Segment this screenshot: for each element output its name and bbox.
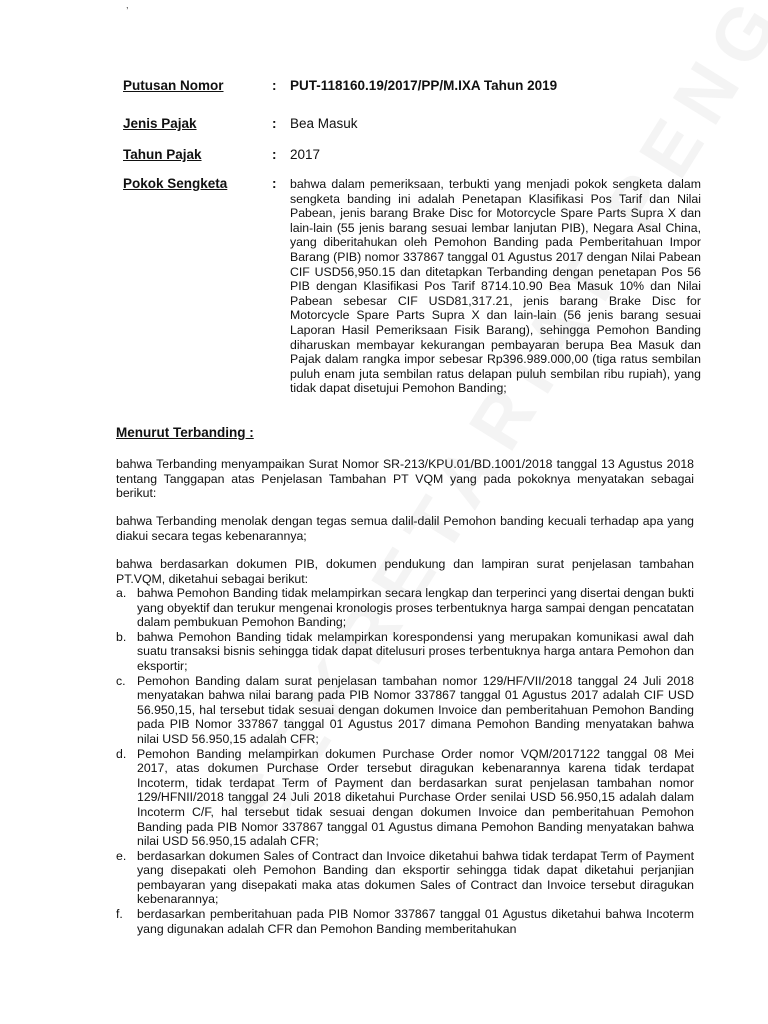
list-item-text: bahwa Pemohon Banding tidak melampirkan secara lengkap dan terperinci yang disertai dengan bukti yang obyektif dan terukur mengenai kronologis proses terbentuknya harga sampai dengan pencatatan dalam pembukuan Pemohon Banding;: [137, 586, 694, 630]
pokok-label: Pokok Sengketa: [123, 176, 228, 191]
pokok-sengketa-text: bahwa dalam pemeriksaan, terbukti yang menjadi pokok sengketa dalam sengketa banding ini adalah Penetapan Klasifikasi Pos Tarif dan Nilai Pabean, jenis barang Brake Disc for Motorcycle Spare Parts Supra X dan lain-lain (55 jenis barang sesuai lembar lanjutan PIB), Negara Asal China, yang diberitahukan oleh Pemohon Banding pada Pemberitahuan Impor Barang (PIB) nomor 337867 tanggal 01 Agustus 2017 dengan Nilai Pabean CIF USD56,950.15 dan ditetapkan Terbanding dengan penetapan Pos 56 PIB dengan Klasifikasi Pos Tarif 8714.10.90 Bea Masuk 10% dan Nilai Pabean sebesar CIF USD81,317.21, jenis barang Brake Disc for Motorcycle Spare Parts Supra X dan lain-lain (56 jenis barang sesuai Laporan Hasil Pemeriksaan Fisik Barang), sehingga Pemohon Banding diharuskan membayar kekurangan pembayaran berupa Bea Masuk dan Pajak dalam rangka impor sebesar Rp396.989.000,00 (tiga ratus sembilan puluh enam juta sembilan ratus delapan puluh sembilan ribu rupiah), yang tidak dapat disetujui Pemohon Banding;: [290, 177, 701, 396]
list-item-label: c.: [116, 673, 126, 688]
paragraph-3: bahwa berdasarkan dokumen PIB, dokumen pendukung dan lampiran surat penjelasan tambahan PT.VQM, diketahui sebagai berikut:: [116, 557, 694, 586]
paragraph-2: bahwa Terbanding menolak dengan tegas semua dalil-dalil Pemohon banding kecuali terhadap apa yang diakui secara tegas kebenarannya;: [116, 514, 694, 543]
tahun-colon: :: [272, 147, 277, 162]
list-item: [116, 849, 694, 907]
list-item-text: Pemohon Banding melampirkan dokumen Purchase Order nomor VQM/2017122 tanggal 08 Mei 2017, atas dokumen Purchase Order tersebut diragukan kebenarannya karena tidak terdapat Incoterm, tidak terdapat Term of Payment dan berdasarkan surat penjelasan tambahan nomor 129/HFNII/2018 tanggal 24 Juli 2018 diketahui Purchase Order senilai USD 56.950,15 adalah dalam Incoterm C/F, hal tersebut tidak sesuai dengan dokumen Invoice dan pemberitahuan Pemohon Banding pada PIB Nomor 337867 tanggal 01 Agustus dimana Pemohon Banding menyatakan bahwa nilai USD 56.950,15 adalah CFR;: [137, 746, 694, 849]
list-item-label: e.: [116, 848, 127, 863]
list-item-label: f.: [116, 907, 123, 922]
list-item: [116, 907, 694, 936]
list-item-text: berdasarkan dokumen Sales of Contract dan Invoice diketahui bahwa tidak terdapat Term of Payment yang disepakati oleh Pemohon Banding dan eksportir sehingga tidak dapat diketahui perjanjian pembayaran yang disepakati maka atas dokumen Sales of Contract dan Invoice tersebut diragukan kebenarannya;: [137, 848, 694, 907]
putusan-colon: :: [272, 78, 277, 93]
list-item-text: berdasarkan pemberitahuan pada PIB Nomor 337867 tanggal 01 Agustus diketahui bahwa Incoterm yang digunakan adalah CFR dan Pemohon Banding memberitahukan: [137, 907, 694, 936]
list-item-label: a.: [116, 586, 127, 600]
list-item-label: d.: [116, 746, 127, 761]
list-item-text: Pemohon Banding dalam surat penjelasan tambahan nomor 129/HF/VII/2018 tanggal 24 Juli 2018 menyatakan bahwa nilai barang pada PIB Nomor 337867 tanggal 01 Agustus 2017 adalah CIF USD 56.950,15, hal tersebut tidak sesuai dengan dokumen Invoice dan pemberitahuan Pemohon Banding pada PIB Nomor 337867 tanggal 01 Agustus 2017 dimana Pemohon Banding menyatakan bahwa nilai USD 56.950,15 adalah CFR;: [137, 673, 694, 746]
section-title: Menurut Terbanding :: [116, 425, 254, 440]
findings-list: [116, 586, 694, 936]
list-item: [116, 630, 694, 674]
pokok-colon: :: [272, 176, 277, 191]
list-item-label: b.: [116, 629, 127, 644]
jenis-colon: :: [272, 116, 277, 131]
list-item: [116, 674, 694, 747]
jenis-value: Bea Masuk: [290, 116, 358, 131]
paragraph-1: bahwa Terbanding menyampaikan Surat Nomor SR-213/KPU.01/BD.1001/2018 tanggal 13 Agustus 2018 tentang Tanggapan atas Penjelasan Tambahan PT VQM yang pada pokoknya menyatakan sebagai berikut:: [116, 457, 694, 501]
jenis-label: Jenis Pajak: [123, 116, 197, 131]
scan-mark: ,: [126, 0, 129, 10]
list-item: [116, 747, 694, 849]
tahun-label: Tahun Pajak: [123, 147, 202, 162]
list-item: [116, 586, 694, 630]
list-item-text: bahwa Pemohon Banding tidak melampirkan korespondensi yang merupakan komunikasi awal dah suatu transaksi bisnis sehingga tidak dapat ditelusuri proses terbentuknya harga antara Pemohon dan eksportir;: [137, 629, 694, 673]
tahun-value: 2017: [290, 147, 321, 162]
putusan-value: PUT-118160.19/2017/PP/M.IXA Tahun 2019: [290, 78, 558, 93]
putusan-label: Putusan Nomor: [123, 78, 224, 93]
